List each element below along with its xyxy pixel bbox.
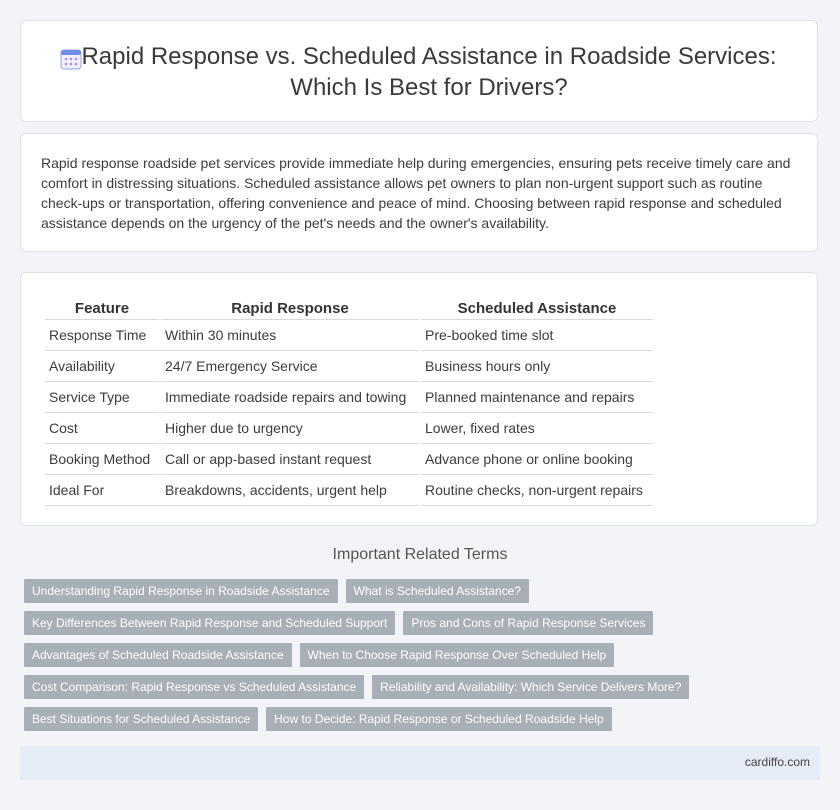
table-cell: Booking Method <box>45 444 159 475</box>
intro-paragraph: Rapid response roadside pet services provide immediate help during emergencies, ensuring pets receive timely care and comfort in distressing situations. Scheduled assistance allows pet owners to plan non-urgent support such as routine check-ups or transportation, offering convenience and peace of mind. Choosing between rapid response and scheduled assistance depends on the urgency of the pet's needs and the owner's availability. <box>41 155 791 231</box>
comparison-table <box>43 295 655 506</box>
table-cell: Pre-booked time slot <box>421 320 653 351</box>
table-cell: Response Time <box>45 320 159 351</box>
table-cell: Advance phone or online booking <box>421 444 653 475</box>
table-cell: Cost <box>45 413 159 444</box>
table-cell: Breakdowns, accidents, urgent help <box>161 475 419 506</box>
header-rapid-response: Rapid Response <box>161 295 419 320</box>
table-cell: Business hours only <box>421 351 653 382</box>
table-cell: Service Type <box>45 382 159 413</box>
table-cell: Call or app-based instant request <box>161 444 419 475</box>
related-term-link[interactable]: Cost Comparison: Rapid Response vs Scheduled Assistance <box>24 675 364 699</box>
related-term-link[interactable]: What is Scheduled Assistance? <box>346 579 529 603</box>
related-terms-list <box>24 579 814 739</box>
site-credit[interactable]: cardiffo.com <box>744 755 810 769</box>
table-cell: Planned maintenance and repairs <box>421 382 653 413</box>
table-cell: Immediate roadside repairs and towing <box>161 382 419 413</box>
table-cell: Availability <box>45 351 159 382</box>
table-cell: 24/7 Emergency Service <box>161 351 419 382</box>
table-row <box>45 351 653 382</box>
related-term-link[interactable]: Reliability and Availability: Which Service Delivers More? <box>372 675 689 699</box>
table-cell: Ideal For <box>45 475 159 506</box>
related-term-link[interactable]: When to Choose Rapid Response Over Scheduled Help <box>300 643 615 667</box>
related-term-link[interactable]: Pros and Cons of Rapid Response Services <box>403 611 653 635</box>
header-scheduled-assistance: Scheduled Assistance <box>421 295 653 320</box>
related-term-link[interactable]: Advantages of Scheduled Roadside Assistance <box>24 643 292 667</box>
table-cell: Higher due to urgency <box>161 413 419 444</box>
table-row <box>45 413 653 444</box>
table-cell: Routine checks, non-urgent repairs <box>421 475 653 506</box>
page-title: Rapid Response vs. Scheduled Assistance in Roadside Services: Which Is Best for Drivers? <box>81 43 777 101</box>
footer <box>20 746 820 780</box>
table-row <box>45 382 653 413</box>
title-card <box>20 20 818 122</box>
intro-card <box>20 133 818 252</box>
related-terms-title: Important Related Terms <box>332 546 508 563</box>
related-term-link[interactable]: How to Decide: Rapid Response or Scheduled Roadside Help <box>266 707 612 731</box>
related-term-link[interactable]: Best Situations for Scheduled Assistance <box>24 707 258 731</box>
table-row <box>45 320 653 351</box>
related-term-link[interactable]: Key Differences Between Rapid Response and Scheduled Support <box>24 611 395 635</box>
table-cell: Within 30 minutes <box>161 320 419 351</box>
table-cell: Lower, fixed rates <box>421 413 653 444</box>
header-feature: Feature <box>45 295 159 320</box>
comparison-card <box>20 272 818 526</box>
table-row <box>45 475 653 506</box>
related-term-link[interactable]: Understanding Rapid Response in Roadside Assistance <box>24 579 338 603</box>
table-row <box>45 444 653 475</box>
table-header-row <box>45 295 653 320</box>
